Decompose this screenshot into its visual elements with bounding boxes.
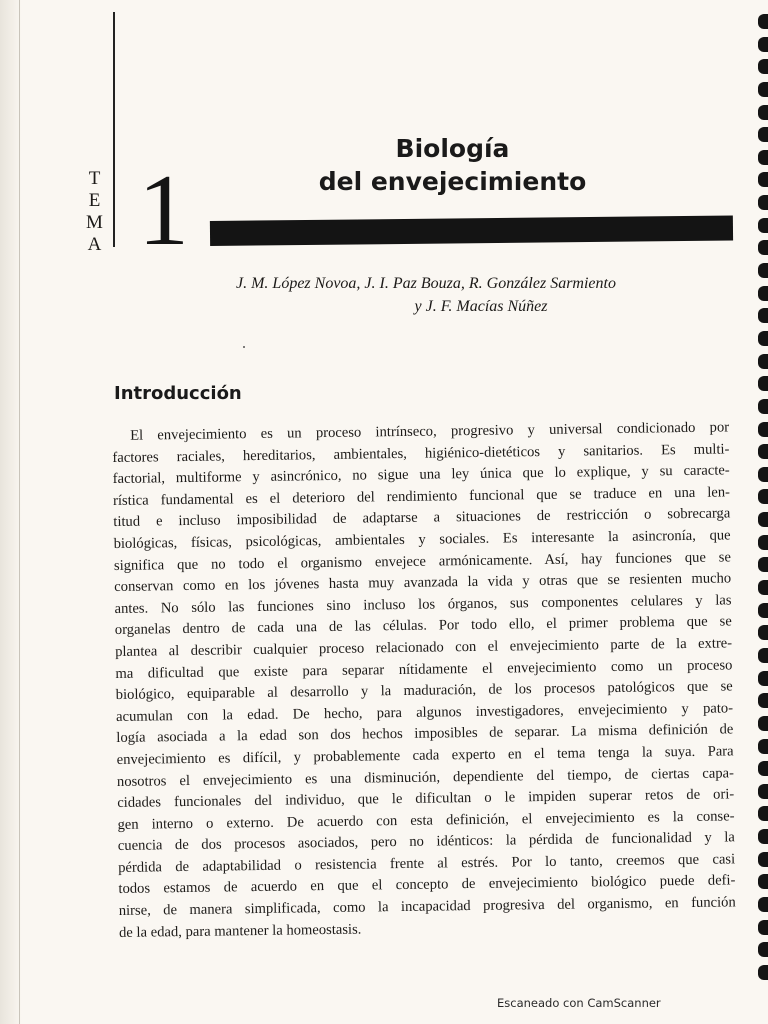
authors — [230, 272, 710, 318]
body-paragraph — [112, 417, 736, 944]
binding-hole — [758, 308, 768, 323]
binding-hole — [758, 218, 768, 233]
paragraph-line: antes. No sólo las funciones sino incluso los órganos, sus componentes celulares y las — [114, 592, 732, 617]
title-bar — [210, 216, 733, 246]
paragraph-line: factorial, multiforme y asincrónico, no sigue una ley única que lo explique, y su caracte- — [112, 462, 730, 488]
binding-hole — [758, 37, 768, 52]
chapter-number: 1 — [138, 154, 189, 267]
chapter-title-line: del envejecimiento — [318, 167, 587, 196]
binding-hole — [758, 806, 768, 821]
authors-line: y J. F. Macías Núñez — [414, 298, 548, 315]
binding-hole — [758, 512, 768, 527]
section-heading: Introducción — [114, 383, 242, 404]
scan-speck — [243, 346, 245, 348]
paragraph-line: plantea al describir cualquier proceso relacionado con el envejecimiento parte de la extre- — [115, 635, 733, 660]
paragraph-line: de la edad, para mantener la homeostasis. — [118, 921, 362, 941]
binding-hole — [758, 331, 768, 346]
paragraph-line: cidades funcionales del individuo, que le dificultan o le impiden superar retos de ori- — [117, 786, 735, 812]
binding-hole — [758, 467, 768, 482]
binding-hole — [758, 557, 768, 572]
tema-letter: M — [86, 212, 104, 233]
binding-hole — [758, 127, 768, 142]
binding-hole — [758, 489, 768, 504]
binding-hole — [758, 761, 768, 776]
binding-hole — [758, 625, 768, 640]
paragraph-line: conservan como en los jóvenes hasta muy avanzada la vida y otras que se resienten mucho — [114, 570, 732, 596]
paragraph-line: rística fundamental es el deterioro del rendimiento funcional que se traduce en una len- — [112, 484, 731, 509]
paragraph-line: significa que no todo el organismo envejece armónicamente. Así, hay funciones que se — [113, 548, 732, 574]
paragraph-line: logía asociada a la edad son dos hechos imposibles de separar. La misma definición de — [116, 721, 734, 747]
paragraph-line: titud e incluso imposibilidad de adaptarse a situaciones de restricción o sobrecarga — [113, 505, 731, 531]
binding-hole — [758, 716, 768, 731]
binding-hole — [758, 693, 768, 708]
binding-hole — [758, 784, 768, 799]
paragraph-line: cuencia de dos procesos asociados, pero no idénticos: la pérdida de funcionalidad y la — [117, 829, 735, 855]
binding-hole — [758, 376, 768, 391]
paragraph-line: envejecimiento es difícil, y probablemente cada experto en el tema tenga la suya. Para — [116, 743, 734, 768]
tema-letter: A — [87, 234, 103, 255]
tema-letter: T — [88, 168, 102, 189]
binding-hole — [758, 603, 768, 618]
binding-hole — [758, 240, 768, 255]
binding-hole — [758, 399, 768, 414]
binding-hole — [758, 172, 768, 187]
scanner-credit: Escaneado con CamScanner — [497, 996, 661, 1010]
paragraph-line: biológicas, físicas, psicológicas, ambientales y sociales. Es interesante la asincronía, que — [113, 527, 731, 552]
binding-hole — [758, 648, 768, 663]
binding-hole — [758, 195, 768, 210]
binding-hole — [758, 852, 768, 867]
chapter-title — [300, 132, 605, 198]
binding-hole — [758, 82, 768, 97]
binding-hole — [758, 535, 768, 550]
paragraph-line: factores raciales, hereditarios, ambientales, higiénico-dietéticos y sanitarios. Es multi- — [112, 440, 730, 466]
binding-hole — [758, 14, 768, 29]
binding-hole — [758, 874, 768, 889]
binding-hole — [758, 263, 768, 278]
tema-letter: E — [88, 190, 102, 211]
scan-shadow-line — [19, 0, 20, 1024]
binding-hole — [758, 150, 768, 165]
paragraph-line: todos estamos de acuerdo en que el concepto de envejecimiento biológico puede defi- — [118, 872, 736, 898]
binding-hole — [758, 942, 768, 957]
paragraph-line: organelas dentro de cada una de las células. Por todo ello, el primer problema que se — [114, 613, 732, 639]
paragraph-line: El envejecimiento es un proceso intrínseco, progresivo y universal condicionado por — [130, 419, 730, 444]
paragraph-line: acumulan con la edad. De hecho, para algunos investigadores, envejecimiento y pato- — [115, 700, 734, 725]
chapter-title-line: Biología — [395, 134, 510, 163]
binding-hole — [758, 580, 768, 595]
spiral-binding — [754, 14, 768, 980]
paragraph-line: ma dificultad que existe para separar nítidamente el envejecimiento como un proceso — [115, 656, 733, 682]
binding-hole — [758, 105, 768, 120]
binding-hole — [758, 422, 768, 437]
binding-hole — [758, 59, 768, 74]
paragraph-line: gen interno o externo. De acuerdo con esta definición, el envejecimiento es la conse- — [117, 808, 735, 833]
paragraph-line: pérdida de adaptabilidad o resistencia frente al estrés. Por lo tanto, creemos que casi — [118, 851, 736, 876]
paragraph-line: nosotros el envejecimiento es una disminución, dependiente del tiempo, de ciertas capa- — [116, 764, 735, 790]
tema-vertical-rule — [113, 12, 115, 247]
binding-hole — [758, 829, 768, 844]
tema-label — [82, 168, 108, 256]
binding-hole — [758, 286, 768, 301]
binding-hole — [758, 965, 768, 980]
binding-hole — [758, 671, 768, 686]
binding-hole — [758, 354, 768, 369]
binding-hole — [758, 444, 768, 459]
binding-hole — [758, 897, 768, 912]
authors-line: J. M. López Novoa, J. I. Paz Bouza, R. González Sarmiento — [236, 275, 616, 292]
paragraph-line: nirse, de manera simplificada, como la incapacidad progresiva del organismo, en función — [118, 894, 736, 920]
binding-hole — [758, 739, 768, 754]
paragraph-line: biológico, equiparable al desarrollo y la maduración, de los procesos patológicos que se — [115, 678, 733, 704]
binding-hole — [758, 920, 768, 935]
